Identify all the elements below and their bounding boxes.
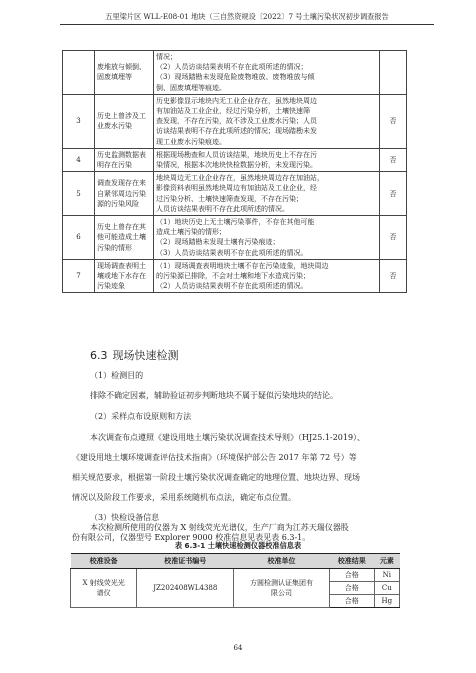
item-line: 现场调查表明土 <box>97 261 146 270</box>
item-line: 固废填埋等 <box>97 73 132 82</box>
content-line: （1）地块历史上无土壤污染事件，不存在其他可能 <box>156 218 315 227</box>
item-line: 调查发现存在来 <box>97 179 146 188</box>
content-line: 地块周边无工业企业存在，虽然地块周边存在加油站， <box>156 174 324 183</box>
content-line: （3）现场踏勘未发现危险废物堆放、废物堆放与倾 <box>156 73 315 82</box>
device-cell <box>71 569 137 608</box>
content-line: 有加油站及工业企业，经过污染分析，土壤快速筛 <box>156 107 310 116</box>
section-heading <box>90 347 179 363</box>
page-number: 64 <box>233 644 243 652</box>
content-line: 人员访谈结果表明不存在此项所述的情况。 <box>156 204 289 213</box>
item-line: 源的污染风险 <box>97 199 139 208</box>
paragraph: 排除不确定因素，辅助验证初步判断地块不属于疑似污染地块的结论。 <box>90 391 338 400</box>
table-row <box>63 148 407 171</box>
item-line: 业废水污染 <box>97 122 132 131</box>
item-line: 历史监测数据表 <box>97 150 146 159</box>
table-row <box>63 172 407 216</box>
item-cell <box>95 172 154 216</box>
result-cell: 否 <box>380 94 407 148</box>
content-line: 查发现，不存在污染，故不涉及工业废水污染；人员 <box>156 117 317 126</box>
content-line: 历史影像显示地块内无工业企业存在，虽然地块周边 <box>156 96 317 105</box>
paragraph: （3）快检设备信息 <box>90 513 160 522</box>
paragraph: 本次检测所使用的仪器为 X 射线荧光光谱仪，生产厂商为江苏天瑞仪器股 <box>90 523 349 532</box>
result-cell: 合格 <box>329 595 374 608</box>
content-line: 现工业废水污染痕迹。 <box>156 137 226 146</box>
row-number-cell: 6 <box>63 216 95 260</box>
result-cell: 否 <box>380 172 407 216</box>
paragraph: （1）检测目的 <box>90 371 144 380</box>
row-number-cell: 5 <box>63 172 95 216</box>
item-cell <box>95 216 154 260</box>
paragraph: 份有限公司，仪器型号 Explorer 9000 校准信息见表见表 6.3-1。 <box>72 533 311 542</box>
result-cell <box>380 51 407 95</box>
table-row <box>63 216 407 260</box>
unit-line: 方圆检测认证集团有 <box>250 579 313 587</box>
unit-line: 限公司 <box>271 589 292 597</box>
content-line: 情况； <box>156 53 177 61</box>
content-line: 影像资料表明虽然地块周边有加油站及工业企业，经 <box>156 184 317 193</box>
paragraph: 本次调查布点遵照《建设用地土壤污染状况调查技术导则》（HJ25.1-2019）、 <box>90 433 366 442</box>
element-cell: Cu <box>374 582 399 595</box>
content-line: 染情况，根据本次地块快检数据分析，未发现污染。 <box>156 161 317 170</box>
running-header: 五里梁片区 WLL-E08-01 地块（三自然资规设〔2022〕7 号土壤污染状况初步调查报告 <box>60 12 434 25</box>
item-cell <box>95 259 154 293</box>
result-cell: 合格 <box>329 569 374 582</box>
column-header: 校准结果 <box>329 554 374 569</box>
item-line: 明存在污染 <box>97 161 132 170</box>
row-number-cell: 7 <box>63 259 95 293</box>
item-line: 历史上曾存在其 <box>97 223 146 232</box>
unit-cell <box>234 569 329 608</box>
item-line: 污染的情形 <box>97 243 132 252</box>
content-line: 过污染分析、土壤快速筛查发现，不存在污染； <box>156 194 303 203</box>
table-caption: 表 6.3-1 土壤快速检测仪器校准信息表 <box>174 541 302 550</box>
row-number-cell: 4 <box>63 148 95 171</box>
device-line: 谱仪 <box>96 589 111 597</box>
item-cell <box>95 51 154 95</box>
content-line: 造成土壤污染的情形； <box>156 228 226 237</box>
paragraph: 《建设用地土壤环境调查评估技术指南》（环境保护部公告 2017 年第 72 号）等 <box>72 453 357 462</box>
row-number-cell: 3 <box>63 94 95 148</box>
paragraph: 相关规范要求，根据第一阶段土壤污染状况调查确定的地理位置、地块边界、现场 <box>72 473 360 482</box>
column-header: 校准证书编号 <box>137 554 234 569</box>
device-line: X 射线荧光光 <box>82 579 125 587</box>
content-line: （2）现场踏勘未发现土壤有污染痕迹； <box>156 238 280 247</box>
row-number-cell <box>63 51 95 95</box>
column-header: 校准设备 <box>71 554 137 569</box>
result-cell: 否 <box>380 148 407 171</box>
item-cell <box>95 148 154 171</box>
calibration-table <box>70 553 400 608</box>
section-title: 现场快速检测 <box>112 349 179 362</box>
content-cell <box>154 148 380 171</box>
content-cell <box>154 172 380 216</box>
table-row <box>63 94 407 148</box>
assessment-table <box>62 50 407 293</box>
paragraph: （2）采样点布设原则和方法 <box>90 412 192 421</box>
result-cell: 否 <box>380 259 407 293</box>
content-line: （1）现场调查表明地块土壤不存在污染迹象，地块周边 <box>156 261 329 270</box>
element-cell: Hg <box>374 595 399 608</box>
content-cell <box>154 216 380 260</box>
content-line: 访谈结果表明不存在此项所述的情况；现场踏勘未发 <box>156 127 317 136</box>
result-cell: 合格 <box>329 582 374 595</box>
item-line: 污染迹象 <box>97 282 125 291</box>
result-cell: 否 <box>380 216 407 260</box>
paragraph: 情况以及阶段工作要求，采用系统随机布点法，确定布点位置。 <box>72 493 296 502</box>
table-row <box>63 51 407 95</box>
column-header: 校准单位 <box>234 554 329 569</box>
content-line: 倒、固废填埋等痕迹。 <box>156 83 226 92</box>
content-line: （2）人员访谈结果表明不存在此项所述的情况。 <box>156 282 308 291</box>
content-line: （3）人员访谈结果表明不存在此项所述的情况。 <box>156 248 308 257</box>
content-line: 的污染源已排除，不会对土壤和地下水造成污染； <box>156 272 310 281</box>
content-cell <box>154 51 380 95</box>
item-line: 废堆放与倾倒、 <box>97 63 146 72</box>
item-line: 壤或地下水存在 <box>97 272 146 281</box>
content-cell <box>154 94 380 148</box>
table-row <box>63 259 407 293</box>
content-line: （2）人员访谈结果表明不存在此项所述的情况； <box>156 63 308 72</box>
column-header: 元素 <box>374 554 399 569</box>
section-number: 6.3 <box>90 349 108 362</box>
item-line: 自紧邻周边污染 <box>97 189 146 198</box>
item-line: 历史上曾涉及工 <box>97 112 146 121</box>
element-cell: Ni <box>374 569 399 582</box>
content-line: 根据现场勘查和人员访谈结果，地块历史上不存在污 <box>156 150 317 159</box>
item-cell <box>95 94 154 148</box>
content-cell <box>154 259 380 293</box>
cert-cell: JZ202408WL4388 <box>137 569 234 608</box>
item-line: 他可能造成土壤 <box>97 233 146 242</box>
